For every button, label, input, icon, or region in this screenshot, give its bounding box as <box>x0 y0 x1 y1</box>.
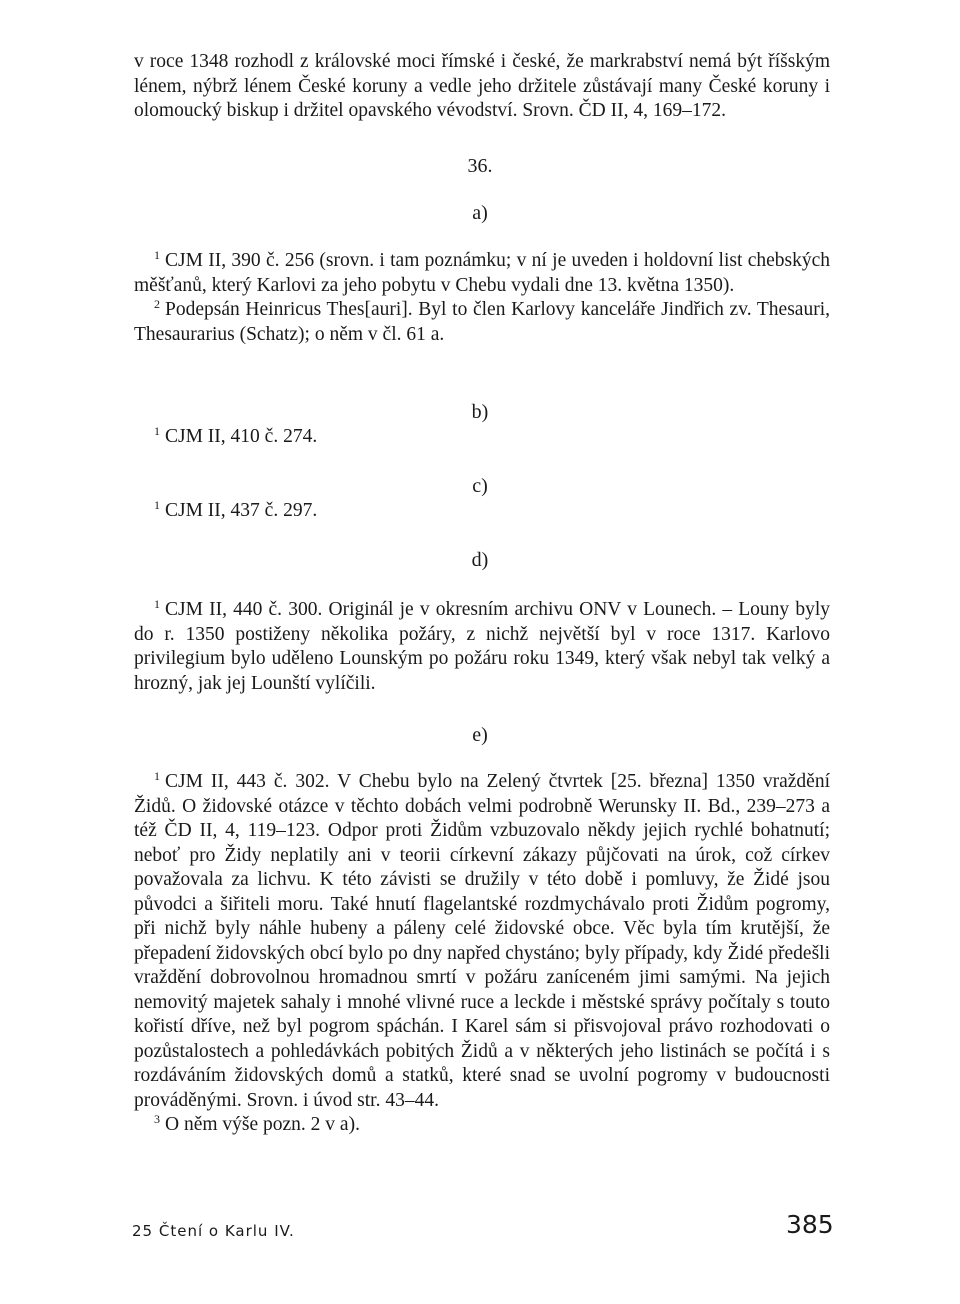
intro-text: v roce 1348 rozhodl z královské moci římské i české, že markrabství nemá být říšským lénem, nýbrž lénem České koruny a vedle jeho držitele zůstávají many České koruny i olomoucký biskup i držitel opavského vévodství. Srovn. ČD II, 4, 169–172. <box>134 51 830 121</box>
footnote-text: CJM II, 440 č. 300. Originál je v okresním archivu ONV v Lounech. – Louny byly do r. 1350 postiženy několika požáry, z nichž největší byl v roce 1317. Karlovo privilegium bylo uděleno Lounským po požáru roku 1349, který však nebyl tak velký a hrozný, jak jej Lounští vylíčili. <box>134 599 830 694</box>
footnote-text: CJM II, 437 č. 297. <box>165 500 318 521</box>
subsection-e-label: e) <box>472 724 488 746</box>
subsection-c-label: c) <box>472 475 488 497</box>
footnote-marker: 1 <box>154 498 160 512</box>
footnote <box>134 298 830 347</box>
subsection-a-notes <box>134 249 830 347</box>
footnote-marker: 2 <box>154 297 160 311</box>
footnote-text: CJM II, 390 č. 256 (srovn. i tam poznámku; v ní je uveden i holdovní list chebských měšťanů, který Karlovi za jeho pobytu v Chebu vydali dne 13. května 1350). <box>134 250 830 296</box>
footnote-marker: 1 <box>154 424 160 438</box>
subsection-d-label: d) <box>471 549 489 571</box>
footnote-text: Podepsán Heinricus Thes[auri]. Byl to člen Karlovy kanceláře Jindřich zv. Thesauri, Thesaurarius (Schatz); o něm v čl. 61 a. <box>134 299 830 345</box>
section-number: 36. <box>467 155 493 177</box>
subsection-a-label: a) <box>472 202 488 224</box>
footnote <box>134 598 830 696</box>
footnote <box>134 249 830 298</box>
footnote <box>134 770 830 1113</box>
footnote-marker: 1 <box>154 769 160 783</box>
page-number: 385 <box>786 1210 834 1239</box>
subsection-d-notes <box>134 598 830 696</box>
subsection-b-note <box>134 425 317 449</box>
footnote-text: CJM II, 443 č. 302. V Chebu bylo na Zelený čtvrtek [25. března] 1350 vraždění Židů. O židovské otázce v těchto dobách velmi podrobně Werunsky II. Bd., 239–273 a též ČD II, 4, 119–123. Odpor proti Židům vzbuzovalo někdy jejich rychlé bohatnutí; neboť pro Židy neplatily ani v teorii církevní zákazy půjčovati na úrok, což církev považovala za lichvu. K této závisti se družily v této době i pomluvy, že Židé jsou původci a šiřiteli moru. Také hnutí flagelantské rozdmychávalo proti Židům pogromy, při nichž byly náhle hubeny a páleny celé židovské obce. Věc byla tím krutější, že přepadení židovských obcí bylo po dny napřed chystáno; byly případy, kdy Židé předešli vraždění dobrovolnou hromadnou smrtí v požáru zaníceném jimi samými. Na jejich nemovitý majetek sahaly i mnohé vlivné ruce a leckde i městské správy počítaly s touto kořistí dříve, než byl pogrom spáchán. I Karel sám si přisvojoval právo rozhodovati o pozůstalostech a pohledávkách pobitých Židů a v některých jeho listinách se počítá i s rozdáváním židovských domů a statků, které snad se uvolní pogromy v budoucnosti prováděnými. Srovn. i úvod str. 43–44. <box>134 771 830 1111</box>
printer-signature: 25 Čtení o Karlu IV. <box>132 1222 295 1240</box>
footnote-text: O něm výše pozn. 2 v a). <box>165 1114 360 1135</box>
footnote <box>134 1113 830 1138</box>
subsection-e-notes <box>134 770 830 1138</box>
footnote-text: CJM II, 410 č. 274. <box>165 426 318 447</box>
footnote-marker: 1 <box>154 597 160 611</box>
intro-paragraph <box>134 50 830 124</box>
footnote-marker: 1 <box>154 248 160 262</box>
footnote-marker: 3 <box>154 1112 160 1126</box>
subsection-b-label: b) <box>471 401 489 423</box>
subsection-c-note <box>134 499 317 523</box>
